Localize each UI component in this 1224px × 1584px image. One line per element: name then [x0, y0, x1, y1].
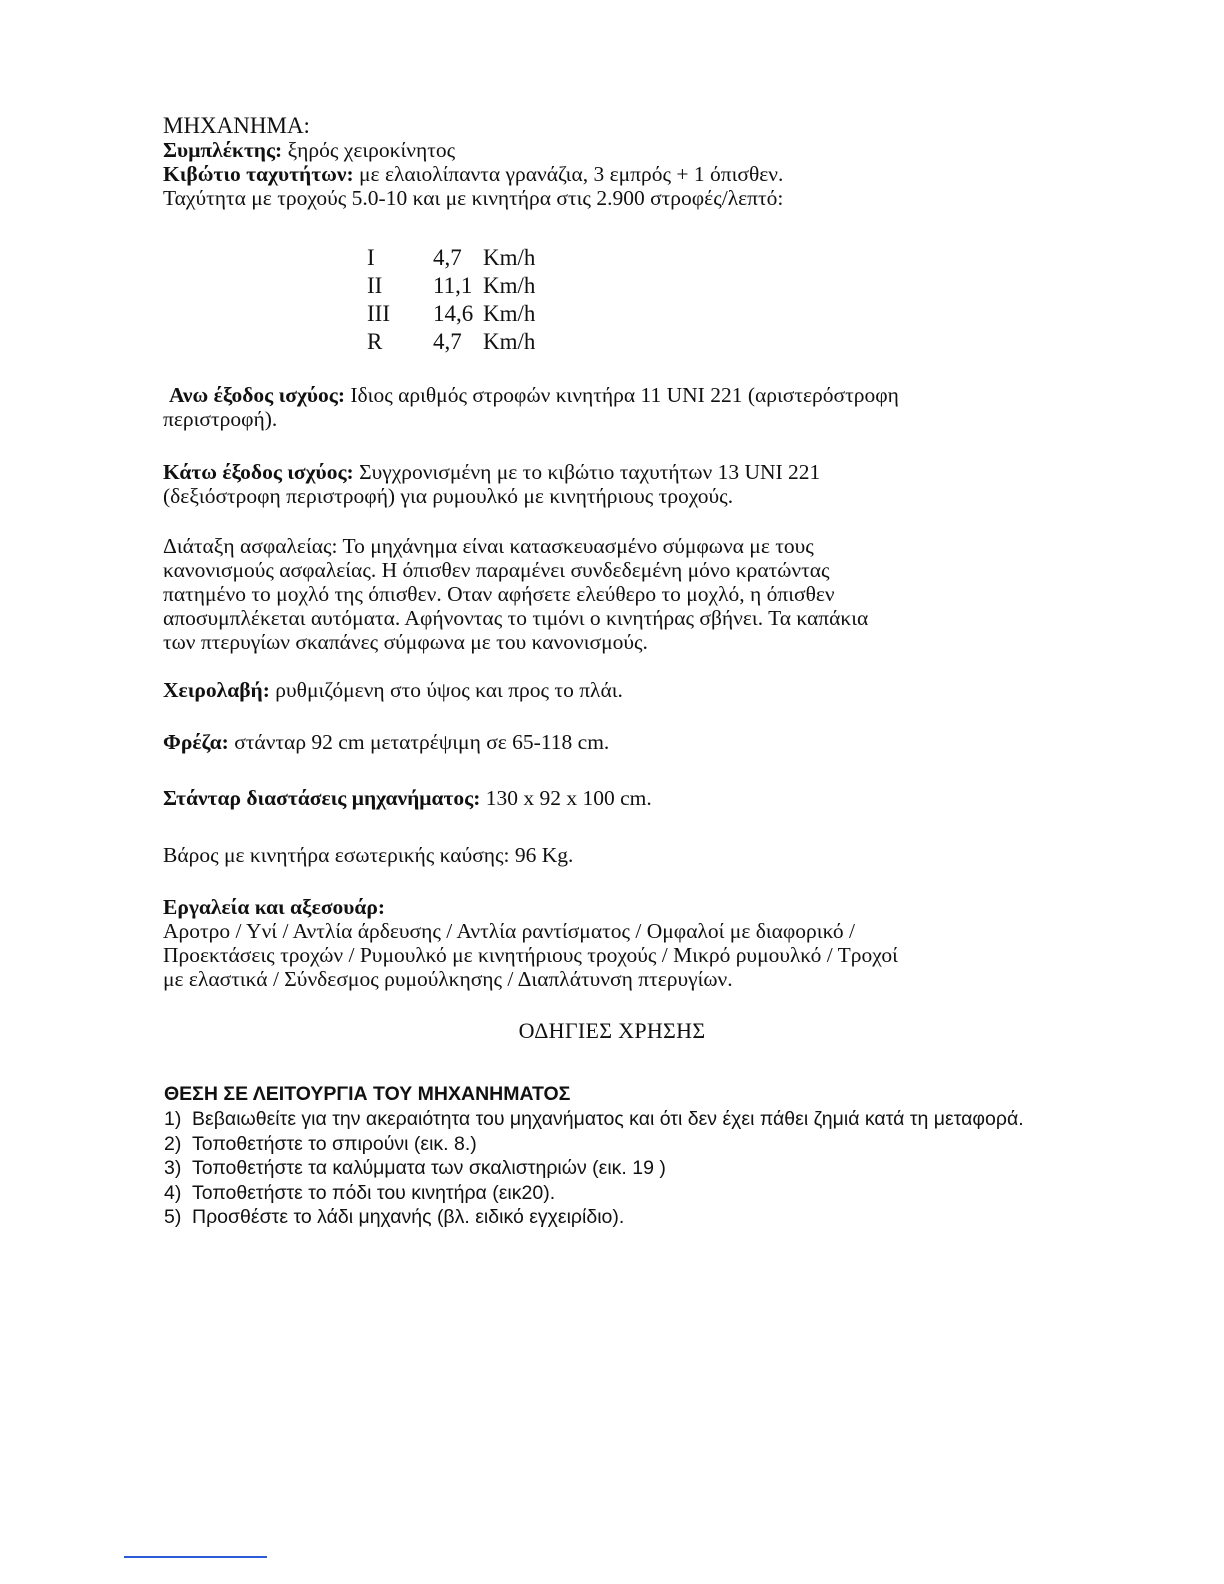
gearbox-value: με ελαιολίπαντα γρανάζια, 3 εμπρός + 1 όπισθεν.	[353, 162, 784, 186]
dimensions-line: Στάνταρ διαστάσεις μηχανήματος: 130 x 92 x 100 cm.	[163, 786, 652, 810]
footer-divider	[124, 1556, 267, 1558]
weight-line: Βάρος με κινητήρα εσωτερικής καύσης: 96 Kg.	[163, 843, 574, 867]
accessories-line: Αροτρο / Υνί / Αντλία άρδευσης / Αντλία ραντίσματος / Ομφαλοί με διαφορικό /	[163, 919, 856, 943]
accessories-section	[163, 895, 1083, 991]
clutch-label: Συμπλέκτης:	[163, 138, 283, 162]
clutch-value: ξηρός χειροκίνητος	[282, 138, 456, 162]
dimensions-label: Στάνταρ διαστάσεις μηχανήματος:	[163, 786, 481, 810]
safety-line: των πτερυγίων σκαπάνες σύμφωνα με του κανονισμούς.	[163, 630, 648, 654]
lower-output-label: Κάτω έξοδος ισχύος:	[163, 460, 354, 484]
operation-title: ΘΕΣΗ ΣΕ ΛΕΙΤΟΥΡΓΙΑ ΤΟΥ ΜΗΧΑΝΗΜΑΤΟΣ	[164, 1083, 571, 1105]
machine-section	[163, 114, 1083, 210]
instructions-title: ΟΔΗΓΙΕΣ ΧΡΗΣΗΣ	[518, 1018, 706, 1043]
list-item: 5) Προσθέστε το λάδι μηχανής (βλ. ειδικό εγχειρίδιο).	[164, 1206, 625, 1228]
handlebar-label: Χειρολαβή:	[163, 678, 270, 702]
gear-row: II 11,1 Km/h	[367, 273, 536, 298]
gear-row: I 4,7 Km/h	[367, 245, 536, 270]
upper-output-section: Ανω έξοδος ισχύος: Ιδιος αριθμός στροφών κινητήρα 11 UNI 221 (αριστερόστροφη περιστροφή).	[163, 383, 899, 431]
safety-line: κανονισμούς ασφαλείας. Η όπισθεν παραμένει συνδεδεμένη μόνο κρατώντας	[163, 558, 830, 582]
gearbox-label: Κιβώτιο ταχυτήτων:	[163, 162, 354, 186]
accessories-line: Προεκτάσεις τροχών / Ρυμουλκό με κινητήριους τροχούς / Μικρό ρυμουλκό / Τροχοί	[163, 943, 898, 967]
machine-title: ΜΗΧΑΝΗΜΑ:	[163, 113, 310, 138]
safety-line: πατημένο το μοχλό της όπισθεν. Οταν αφήσετε ελεύθερο το μοχλό, η όπισθεν	[163, 582, 835, 606]
operation-steps	[164, 1107, 1084, 1230]
list-item: 3) Τοποθετήστε τα καλύμματα των σκαλιστηριών (εικ. 19 )	[164, 1157, 666, 1179]
handlebar-line: Χειρολαβή: ρυθμιζόμενη στο ύψος και προς το πλάι.	[163, 678, 623, 702]
clutch-line	[163, 138, 1083, 162]
gear-speed-table	[367, 244, 535, 356]
list-item: 4) Τοποθετήστε το πόδι του κινητήρα (εικ20).	[164, 1181, 556, 1204]
gear-row: III 14,6 Km/h	[367, 301, 536, 326]
safety-section	[163, 534, 1083, 654]
gearbox-line	[163, 162, 1083, 186]
lower-output-section: Κάτω έξοδος ισχύος: Συγχρονισμένη με το κιβώτιο ταχυτήτων 13 UNI 221 (δεξιόστροφη περιστροφή) για ρυμουλκό με κινητήριους τροχούς.	[163, 460, 821, 508]
tiller-line: Φρέζα: στάνταρ 92 cm μετατρέψιμη σε 65-118 cm.	[163, 730, 610, 754]
safety-line: αποσυμπλέκεται αυτόματα. Αφήνοντας το τιμόνι ο κινητήρας σβήνει. Τα καπάκια	[163, 606, 869, 630]
accessories-line: με ελαστικά / Σύνδεσμος ρυμούλκησης / Διαπλάτυνση πτερυγίων.	[163, 967, 733, 991]
speed-intro: Ταχύτητα με τροχούς 5.0-10 και με κινητήρα στις 2.900 στροφές/λεπτό:	[163, 186, 784, 210]
gear-row: R 4,7 Km/h	[367, 329, 536, 354]
accessories-label: Εργαλεία και αξεσουάρ:	[163, 895, 386, 919]
tiller-label: Φρέζα:	[163, 730, 229, 754]
list-item: 2) Τοποθετήστε το σπιρούνι (εικ. 8.)	[164, 1132, 477, 1155]
upper-output-label: Ανω έξοδος ισχύος:	[169, 383, 346, 407]
safety-line: Διάταξη ασφαλείας: Το μηχάνημα είναι κατασκευασμένο σύμφωνα με τους	[163, 534, 814, 558]
list-item: 1) Βεβαιωθείτε για την ακεραιότητα του μηχανήματος και ότι δεν έχει πάθει ζημιά κατά τη μεταφορά.	[164, 1108, 1024, 1130]
